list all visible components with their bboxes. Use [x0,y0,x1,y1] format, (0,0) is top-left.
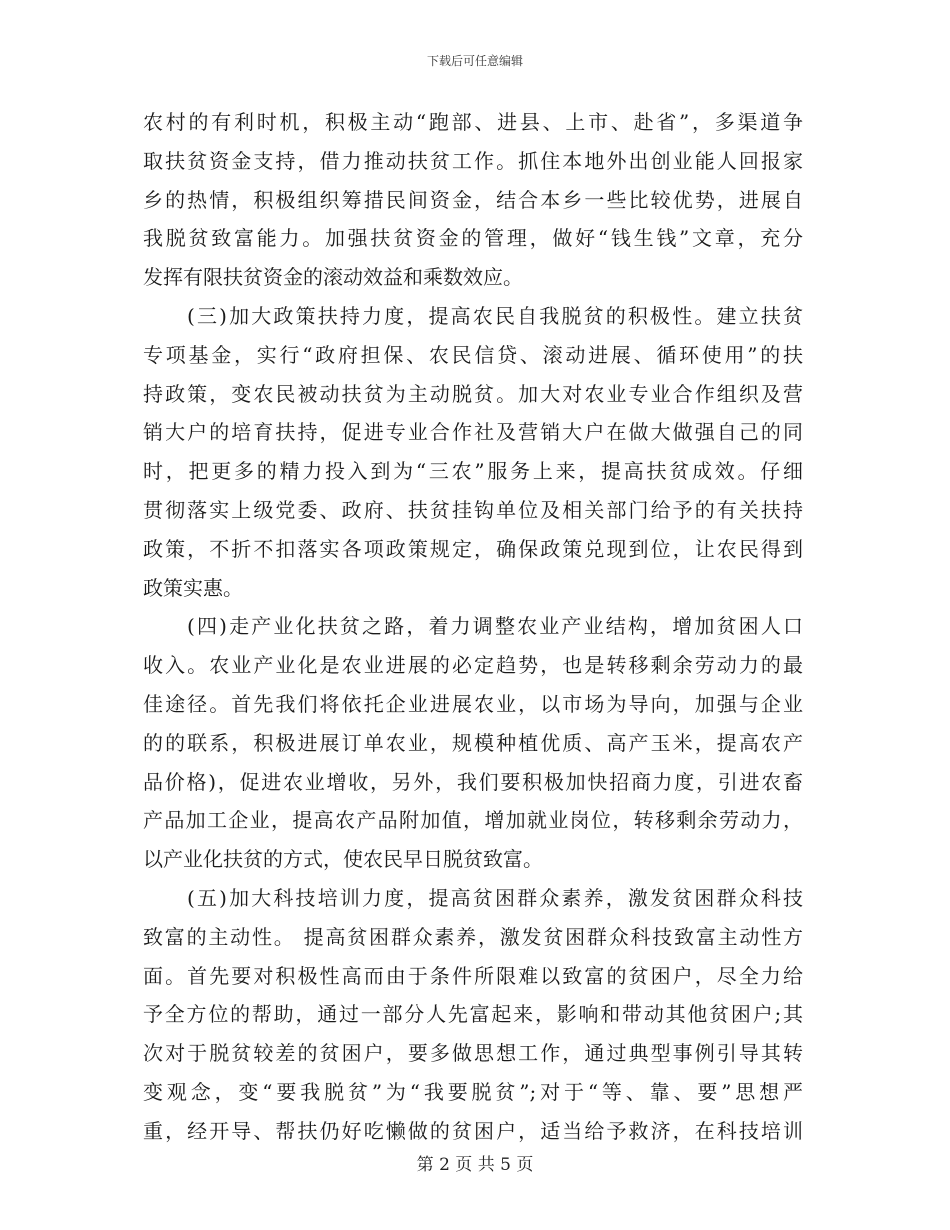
text-line: 专项基金，实行“政府担保、农民信贷、滚动进展、循环使用”的扶 [143,342,803,367]
text-line: 销大户的培育扶持，促进专业合作社及营销大户在做大做强自己的同 [143,420,803,445]
text-line: 以产业化扶贫的方式，使农民早日脱贫致富。 [143,847,543,872]
text-line: 时，把更多的精力投入到为“三农”服务上来，提高扶贫成效。仔细 [143,459,803,484]
page-number-footer: 第 2 页 共 5 页 [416,1155,534,1175]
text-line: 农村的有利时机，积极主动“跑部、进县、上市、赴省”，多渠道争 [143,110,803,134]
text-line: 予全方位的帮助，通过一部分人先富起来，影响和带动其他贫困户;其 [143,1002,803,1027]
text-line: 的的联系，积极进展订单农业，规模种植优质、高产玉米，提高农产 [143,730,803,755]
text-line: 贯彻落实上级党委、政府、扶贫挂钩单位及相关部门给予的有关扶持 [143,497,803,522]
text-line: 重，经开导、帮扶仍好吃懒做的贫困户，适当给予救济，在科技培训 [143,1118,803,1143]
text-line: 次对于脱贫较差的贫困户，要多做思想工作，通过典型事例引导其转 [143,1041,803,1066]
document-body [143,103,803,1151]
text-line: 我脱贫致富能力。加强扶贫资金的管理，做好“钱生钱”文章，充分 [143,226,803,251]
text-line: 收入。农业产业化是农业进展的必定趋势，也是转移剩余劳动力的最 [143,653,803,678]
text-line: 取扶贫资金支持，借力推动扶贫工作。抓住本地外出创业能人回报家 [143,148,803,173]
text-line: 持政策，变农民被动扶贫为主动脱贫。加大对农业专业合作组织及营 [143,381,803,406]
text-line: 产品加工企业，提高农产品附加值，增加就业岗位，转移剩余劳动力， [143,808,803,833]
text-line: 发挥有限扶贫资金的滚动效益和乘数效应。 [143,265,523,290]
text-line: (四)走产业化扶贫之路，着力调整农业产业结构，增加贫困人口 [187,614,803,639]
page-header: 下载后可任意编辑 [426,54,523,68]
text-line: (三)加大政策扶持力度，提高农民自我脱贫的积极性。建立扶贫 [187,303,803,328]
text-line: 乡的热情，积极组织筹措民间资金，结合本乡一些比较优势，进展自 [143,187,803,212]
text-line: (五)加大科技培训力度，提高贫困群众素养，激发贫困群众科技 [187,885,803,910]
text-line: 变观念，变“要我脱贫”为“我要脱贫”;对于“等、靠、要”思想严 [143,1079,803,1104]
text-line: 政策，不折不扣落实各项政策规定，确保政策兑现到位，让农民得到 [143,536,803,561]
text-line: 致富的主动性。 提高贫困群众素养，激发贫困群众科技致富主动性方 [143,924,803,949]
text-line: 佳途径。首先我们将依托企业进展农业，以市场为导向，加强与企业 [143,691,803,716]
text-line: 面。首先要对积极性高而由于条件所限难以致富的贫困户，尽全力给 [143,963,803,988]
text-line: 品价格)，促进农业增收，另外，我们要积极加快招商力度，引进农畜 [143,769,803,794]
text-line: 政策实惠。 [143,575,243,600]
